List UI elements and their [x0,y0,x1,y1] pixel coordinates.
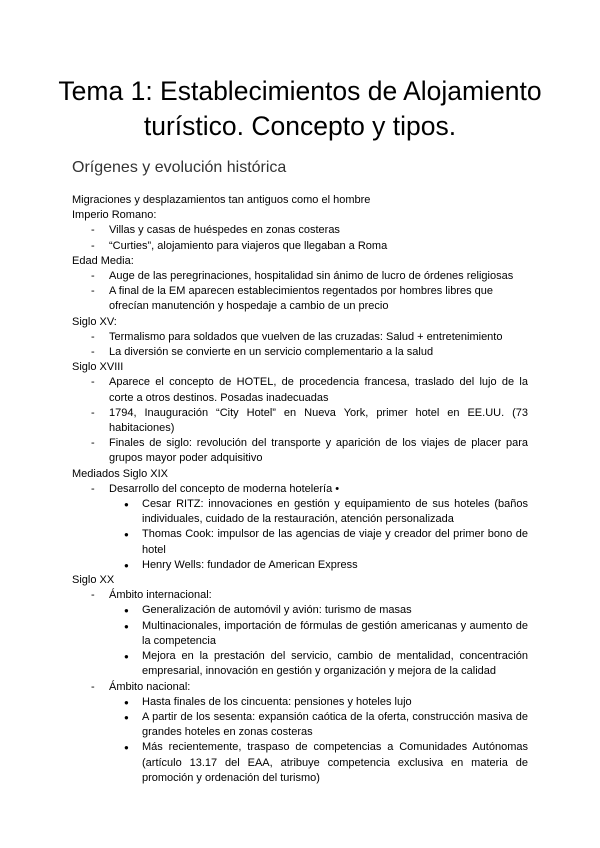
list-item: - Termalismo para soldados que vuelven de las cruzadas: Salud + entretenimiento [72,330,528,345]
list-item: - Finales de siglo: revolución del transporte y aparición de los viajes de placer para grupos mayor poder adquisitivo [72,436,528,466]
sublist-item: ● Henry Wells: fundador de American Express [109,558,528,573]
s19-list [72,482,528,573]
document-body [72,193,528,786]
list-item [72,588,528,679]
section-heading-s18: Siglo XVIII [72,361,124,374]
page-title: Tema 1: Establecimientos de Alojamiento turístico. Concepto y tipos. [58,76,542,141]
list-item: - “Curties”, alojamiento para viajeros que llegaban a Roma [72,239,528,254]
sublist-item: ● A partir de los sesenta: expansión caótica de la oferta, construcción masiva de grandes hoteles en zonas costeras [109,710,528,740]
sublist-item: ● Multinacionales, importación de fórmulas de gestión americanas y aumento de la competencia [109,619,528,649]
list-item-text: Ámbito nacional: [109,680,191,693]
section-subtitle: Orígenes y evolución histórica [72,159,287,176]
sublist-item: ● Mejora en la prestación del servicio, cambio de mentalidad, concentración empresarial, innovación en gestión y organización y mejora de la calidad [109,649,528,679]
sublist-item: ● Cesar RITZ: innovaciones en gestión y equipamiento de sus hoteles (baños individuales, cuidado de la restauración, atención personalizada [109,497,528,527]
sublist-item: ● Más recientemente, traspaso de competencias a Comunidades Autónomas (artículo 13.17 del EAA, atribuye competencia exclusiva en materia de promoción y ordenación del turismo) [109,740,528,786]
medieval-list [72,269,528,315]
s20-list [72,588,528,786]
list-item-text: Ámbito internacional: [109,589,212,602]
s15-list [72,330,528,360]
section-heading-roman: Imperio Romano: [72,209,157,222]
section-heading-s15: Siglo XV: [72,315,117,328]
list-item [72,680,528,786]
roman-list [72,223,528,253]
international-sublist [109,603,528,679]
s18-list [72,375,528,466]
sublist-item: ● Generalización de automóvil y avión: turismo de masas [109,603,528,618]
national-sublist [109,695,528,786]
section-heading-s19: Mediados Siglo XIX [72,467,168,480]
list-item [72,482,528,573]
list-item: - 1794, Inauguración “City Hotel” en Nueva York, primer hotel en EE.UU. (73 habitaciones) [72,406,528,436]
list-item-text: Desarrollo del concepto de moderna hotelería • [109,482,340,495]
list-item: - Auge de las peregrinaciones, hospitalidad sin ánimo de lucro de órdenes religiosas [72,269,528,284]
intro-text: Migraciones y desplazamientos tan antiguos como el hombre [72,194,371,206]
section-heading-s20: Siglo XX [72,574,115,587]
section-heading-medieval: Edad Media: [72,254,134,267]
sublist-item: ● Hasta finales de los cincuenta: pensiones y hoteles lujo [109,695,528,710]
list-item: - Aparece el concepto de HOTEL, de procedencia francesa, traslado del lujo de la corte a otros destinos. Posadas inadecuadas [72,375,528,405]
list-item: - A final de la EM aparecen establecimientos regentados por hombres libres que ofrecían manutención y hospedaje a cambio de un precio [72,284,528,314]
s19-sublist [109,497,528,573]
list-item: - Villas y casas de huéspedes en zonas costeras [72,223,528,238]
list-item: - La diversión se convierte en un servicio complementario a la salud [72,345,528,360]
sublist-item: ● Thomas Cook: impulsor de las agencias de viaje y creador del primer bono de hotel [109,527,528,557]
